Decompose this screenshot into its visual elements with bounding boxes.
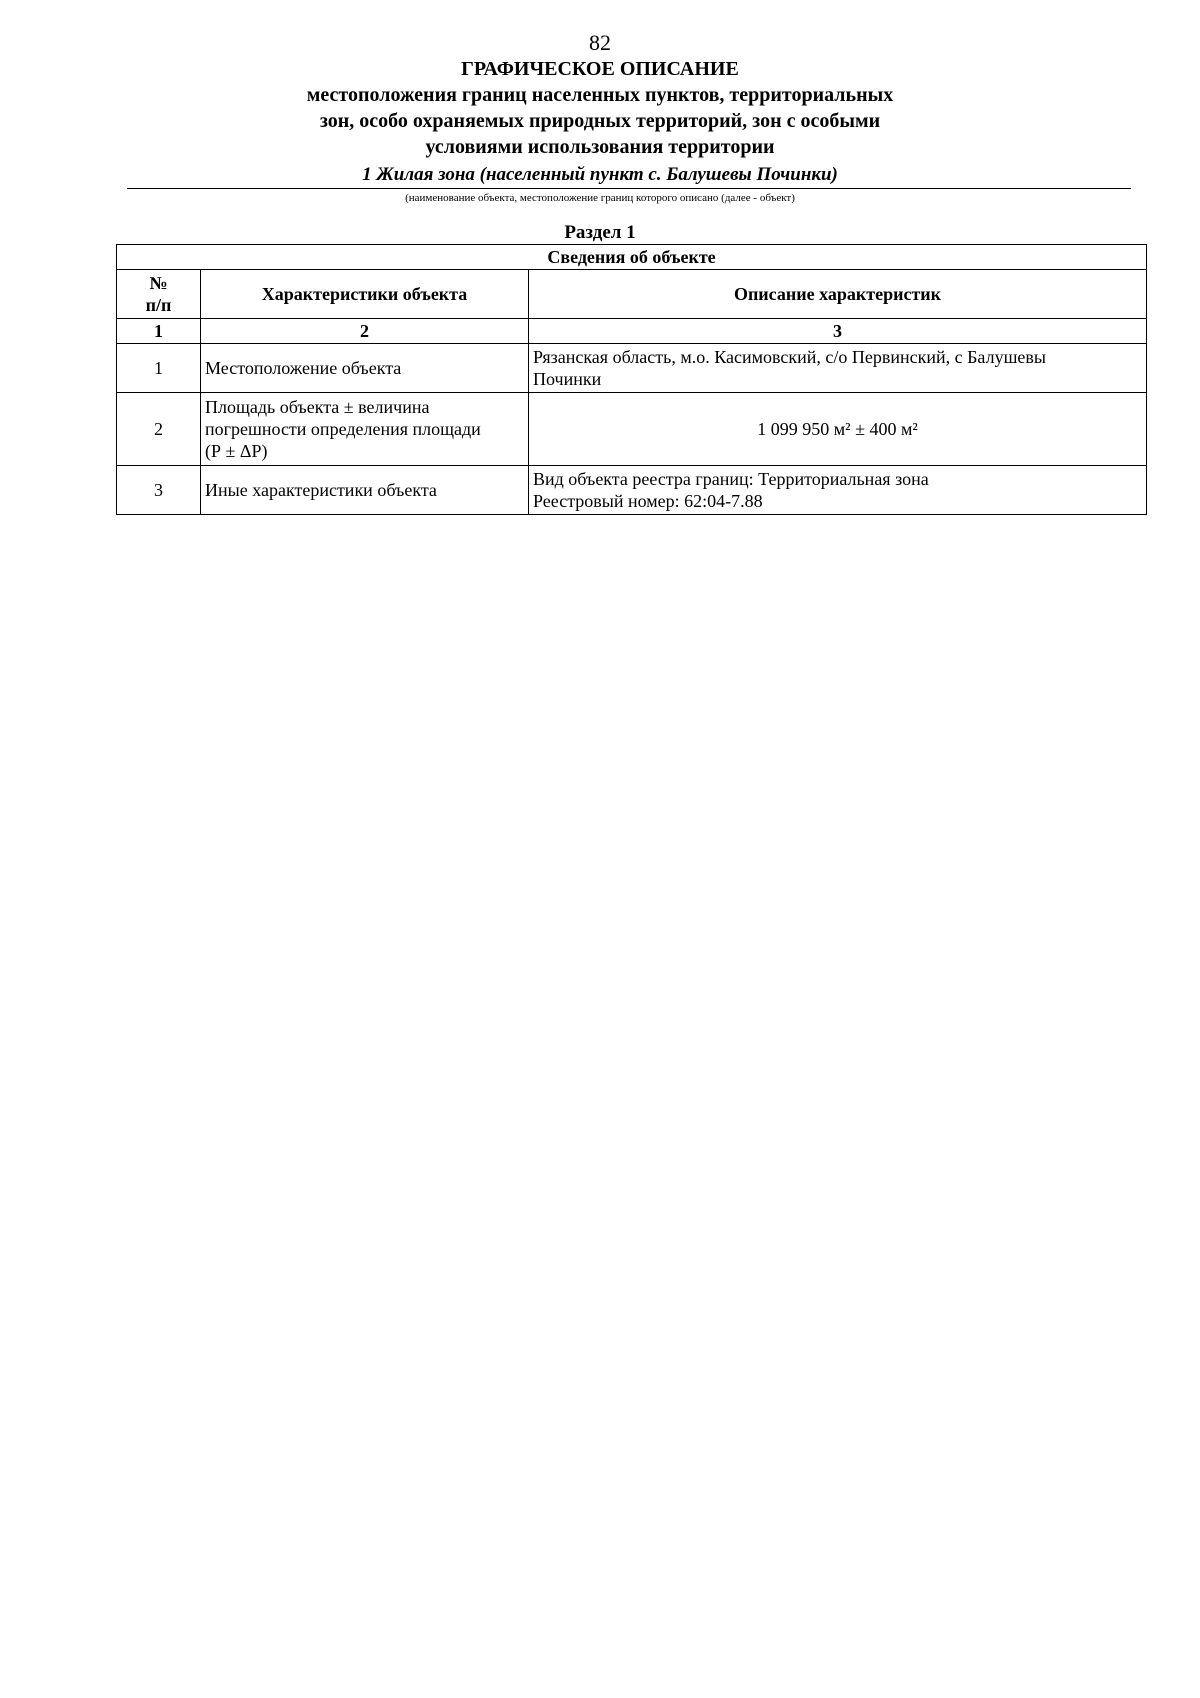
row-description <box>529 344 1147 393</box>
title-sub-line-2: зон, особо охраняемых природных территорий, зон с особыми <box>319 110 881 132</box>
title-main: ГРАФИЧЕСКОЕ ОПИСАНИЕ <box>461 58 739 80</box>
row-characteristic-line-3: (Р ± ΔР) <box>205 441 268 461</box>
column-number-1: 1 <box>117 319 201 344</box>
object-info-table <box>116 244 1147 515</box>
object-name: 1 Жилая зона (населенный пункт с. Балушевы Починки) <box>362 164 838 185</box>
row-description-line-1: Рязанская область, м.о. Касимовский, с/о Первинский, с Балушевы <box>533 347 1047 367</box>
header-description: Описание характеристик <box>529 270 1147 319</box>
row-characteristic-line-2: погрешности определения площади <box>205 419 481 439</box>
header-num <box>117 270 201 319</box>
document-title <box>0 56 1200 160</box>
object-name-underline <box>127 188 1131 189</box>
table-caption: Сведения об объекте <box>117 245 1147 270</box>
title-sub-line-3: условиями использования территории <box>425 136 775 158</box>
row-description <box>529 466 1147 515</box>
table-caption-row <box>117 245 1147 270</box>
header-num-line-2: п/п <box>145 295 172 315</box>
row-num: 2 <box>117 393 201 466</box>
table-row <box>117 393 1147 466</box>
row-description: 1 099 950 м² ± 400 м² <box>529 393 1147 466</box>
column-number-2: 2 <box>201 319 529 344</box>
row-characteristic-line-1: Площадь объекта ± величина <box>205 397 430 417</box>
row-description-line-2: Реестровый номер: 62:04-7.88 <box>533 491 763 511</box>
row-description-line-2: Починки <box>533 369 602 389</box>
header-num-line-1: № <box>149 273 168 293</box>
object-caption: (наименование объекта, местоположение границ которого описано (далее - объект) <box>405 192 795 204</box>
section-title: Раздел 1 <box>564 222 636 243</box>
row-num: 3 <box>117 466 201 515</box>
table-row <box>117 466 1147 515</box>
title-sub-line-1: местоположения границ населенных пунктов, территориальных <box>306 84 894 106</box>
table-row <box>117 344 1147 393</box>
header-characteristics: Характеристики объекта <box>201 270 529 319</box>
row-characteristic: Иные характеристики объекта <box>201 466 529 515</box>
row-num: 1 <box>117 344 201 393</box>
column-number-3: 3 <box>529 319 1147 344</box>
row-description-line-1: Вид объекта реестра границ: Территориальная зона <box>533 469 929 489</box>
table-header-row <box>117 270 1147 319</box>
page-number: 82 <box>589 30 611 55</box>
row-characteristic <box>201 393 529 466</box>
row-characteristic: Местоположение объекта <box>201 344 529 393</box>
column-number-row <box>117 319 1147 344</box>
